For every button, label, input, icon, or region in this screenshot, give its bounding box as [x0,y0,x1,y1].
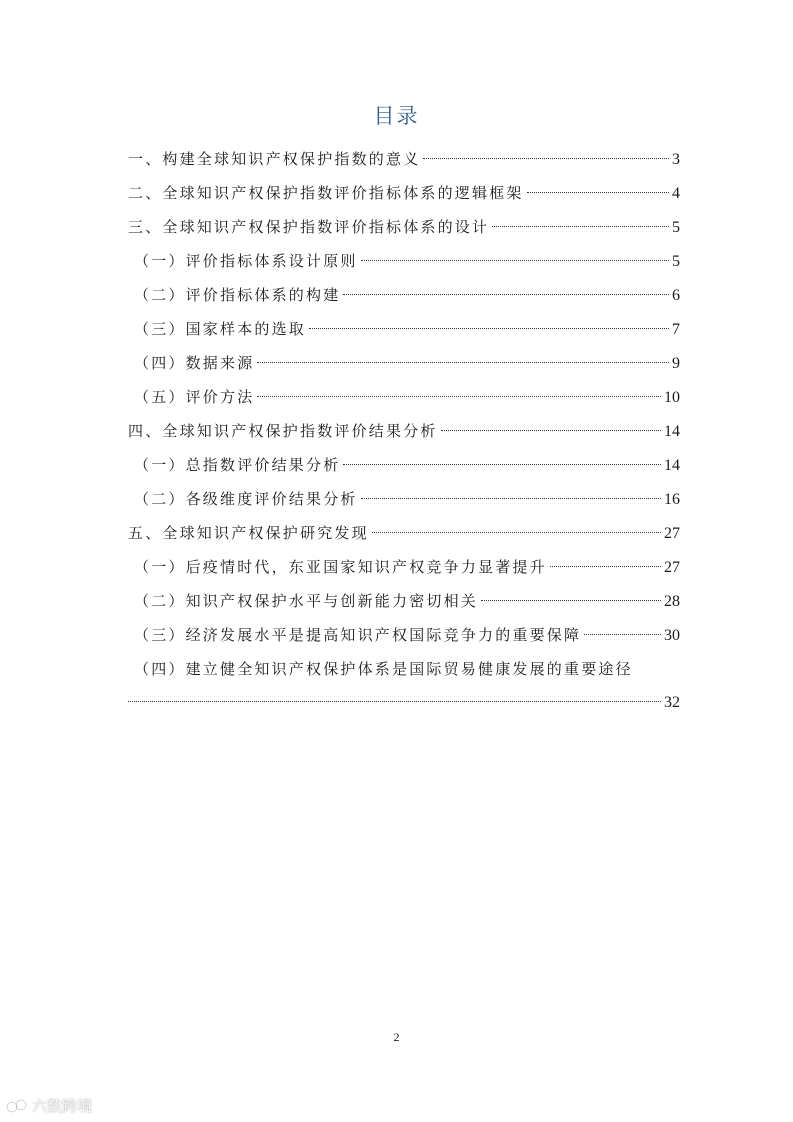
toc-title: 目录 [373,104,420,128]
toc-entry-page: 16 [664,491,680,508]
watermark-text: 六数跨境 [32,1097,93,1115]
toc-entry-page: 30 [664,627,680,644]
toc-entry-text: （一）总指数评价结果分析 [134,456,341,474]
toc-subentry[interactable] [128,244,680,278]
toc-entry-page: 6 [672,287,680,304]
dot-leader [481,600,661,601]
toc-entry-page: 14 [664,457,680,474]
dot-leader [257,362,669,363]
table-of-contents [128,142,680,720]
toc-subentry[interactable] [128,550,680,584]
toc-entry-page: 5 [672,219,680,236]
toc-entry-page: 9 [672,355,680,372]
dot-leader [492,226,669,227]
toc-entry-page: 7 [672,321,680,338]
toc-entry-text: 五、全球知识产权保护研究发现 [128,524,369,542]
dot-leader [527,192,669,193]
dot-leader [441,430,661,431]
toc-subentry[interactable] [128,278,680,312]
toc-entry-page: 10 [664,389,680,406]
toc-subentry[interactable] [128,312,680,346]
page-number: 2 [393,1030,400,1044]
watermark [6,1095,92,1116]
toc-subentry[interactable] [128,618,680,652]
dot-leader [343,464,661,465]
toc-subentry[interactable] [128,448,680,482]
toc-entry-text: （三）经济发展水平是提高知识产权国际竞争力的重要保障 [134,626,582,644]
dot-leader [309,328,669,329]
toc-entry[interactable] [128,516,680,550]
toc-entry-text: 二、全球知识产权保护指数评价指标体系的逻辑框架 [128,184,524,202]
toc-entry-leader-line [128,686,680,720]
toc-subentry[interactable] [128,346,680,380]
toc-entry-text: 四、全球知识产权保护指数评价结果分析 [128,422,438,440]
toc-entry-text: （一）评价指标体系设计原则 [134,252,358,270]
toc-subentry[interactable] [128,652,680,720]
toc-entry-text: （一）后疫情时代，东亚国家知识产权竞争力显著提升 [134,558,547,576]
toc-entry-page: 27 [664,525,680,542]
dot-leader [361,260,669,261]
toc-entry-text: （四）建立健全知识产权保护体系是国际贸易健康发展的重要途径 [134,660,633,678]
toc-entry-page: 27 [664,559,680,576]
toc-entry-page: 4 [672,185,680,202]
toc-entry-page: 32 [664,694,680,711]
toc-entry-text: （四）数据来源 [134,354,255,372]
toc-entry-text: （二）知识产权保护水平与创新能力密切相关 [134,592,479,610]
dot-leader [257,396,661,397]
toc-entry-text: （五）评价方法 [134,388,255,406]
toc-subentry[interactable] [128,380,680,414]
dot-leader [550,566,661,567]
toc-entry[interactable] [128,414,680,448]
brand-logo-icon [6,1098,28,1114]
dot-leader [361,498,661,499]
toc-subentry[interactable] [128,584,680,618]
toc-entry[interactable] [128,176,680,210]
toc-subentry[interactable] [128,482,680,516]
toc-entry-text: （二）评价指标体系的构建 [134,286,341,304]
toc-entry-page: 28 [664,593,680,610]
dot-leader [423,158,669,159]
toc-entry[interactable] [128,142,680,176]
dot-leader [584,634,661,635]
dot-leader [372,532,661,533]
toc-entry-text: 一、构建全球知识产权保护指数的意义 [128,150,421,168]
toc-entry-page: 5 [672,253,680,270]
toc-entry[interactable] [128,210,680,244]
toc-entry-text: （三）国家样本的选取 [134,320,307,338]
toc-entry-page: 14 [664,423,680,440]
toc-entry-text: 三、全球知识产权保护指数评价指标体系的设计 [128,218,490,236]
toc-entry-text: （二）各级维度评价结果分析 [134,490,358,508]
dot-leader [343,294,669,295]
toc-entry-page: 3 [672,151,680,168]
dot-leader [128,701,661,702]
